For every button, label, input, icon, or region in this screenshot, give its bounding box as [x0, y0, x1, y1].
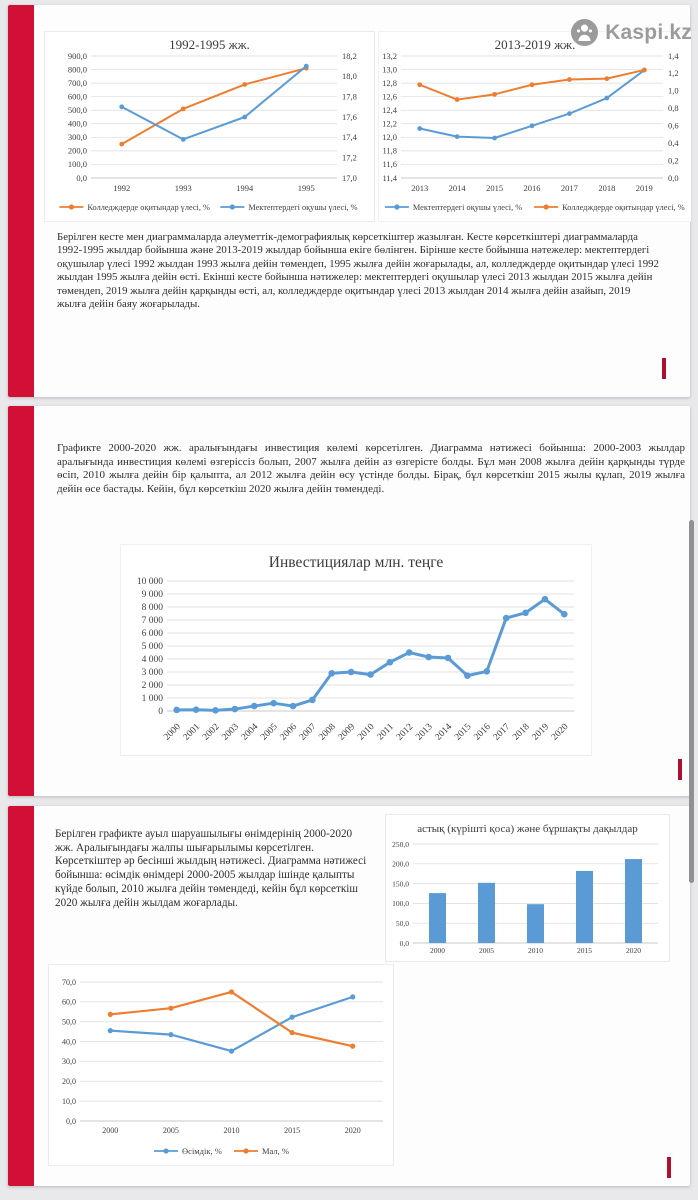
svg-text:2010: 2010: [528, 946, 543, 955]
svg-text:600,0: 600,0: [67, 91, 87, 102]
svg-text:9 000: 9 000: [141, 589, 163, 600]
svg-text:10 000: 10 000: [136, 576, 163, 587]
chart-2013-2019: [378, 31, 691, 222]
slide-red-marker: [667, 1157, 671, 1178]
svg-text:8 000: 8 000: [141, 602, 163, 613]
svg-text:Мектептердегі оқушы үлесі, %: Мектептердегі оқушы үлесі, %: [412, 203, 523, 212]
svg-text:2019: 2019: [635, 183, 653, 193]
svg-text:40,0: 40,0: [62, 1037, 76, 1047]
svg-text:0,8: 0,8: [668, 103, 679, 114]
svg-text:700,0: 700,0: [67, 77, 87, 88]
svg-text:2017: 2017: [560, 183, 578, 193]
slide-3: [8, 806, 690, 1186]
svg-text:2015: 2015: [486, 183, 504, 193]
svg-text:Колледждерде оқитындар үлесі,: Колледждерде оқитындар үлесі, %: [562, 203, 685, 212]
svg-text:1992-1995 жж.: 1992-1995 жж.: [169, 37, 250, 52]
chart-investments: [120, 544, 592, 756]
kaspi-logo-icon: [571, 19, 598, 46]
svg-text:2005: 2005: [259, 722, 280, 743]
svg-text:2018: 2018: [598, 183, 616, 193]
svg-text:2017: 2017: [491, 722, 513, 743]
svg-text:12,2: 12,2: [382, 118, 397, 129]
svg-text:7 000: 7 000: [141, 615, 163, 626]
svg-text:2013: 2013: [411, 183, 429, 193]
svg-text:400,0: 400,0: [67, 118, 87, 129]
svg-text:2020: 2020: [549, 722, 571, 743]
svg-text:2006: 2006: [278, 722, 300, 743]
svg-text:2020: 2020: [344, 1126, 361, 1135]
svg-text:2018: 2018: [511, 722, 532, 743]
chart-investments-svg: [121, 545, 591, 755]
chart-1992-1995-svg: [45, 32, 374, 221]
svg-text:0,2: 0,2: [668, 155, 679, 166]
svg-text:2012: 2012: [394, 722, 416, 743]
svg-text:3 000: 3 000: [141, 667, 163, 678]
svg-text:2010: 2010: [223, 1126, 240, 1135]
chart-grain-bar-svg: [386, 815, 669, 961]
svg-text:50,0: 50,0: [395, 919, 409, 928]
svg-text:4 000: 4 000: [141, 654, 163, 665]
chart-agriculture-lines: [48, 964, 394, 1166]
svg-text:17,6: 17,6: [342, 111, 357, 122]
kaspi-watermark: [571, 19, 692, 46]
scrollbar-thumb[interactable]: [689, 520, 694, 883]
svg-text:13,0: 13,0: [382, 64, 397, 75]
svg-text:2015: 2015: [577, 946, 592, 955]
chart-2013-2019-svg: [379, 32, 691, 221]
svg-text:100,0: 100,0: [67, 159, 87, 170]
svg-text:2011: 2011: [375, 722, 397, 743]
svg-text:11,8: 11,8: [382, 145, 397, 156]
slide-2: [8, 406, 690, 796]
svg-text:Мал, %: Мал, %: [261, 1146, 289, 1156]
svg-text:2014: 2014: [433, 722, 455, 743]
svg-text:1 000: 1 000: [141, 693, 163, 704]
svg-text:2015: 2015: [453, 722, 474, 743]
svg-text:13,2: 13,2: [382, 50, 397, 61]
svg-text:2016: 2016: [472, 722, 493, 743]
svg-text:Инвестициялар млн. теңге: Инвестициялар млн. теңге: [268, 554, 444, 571]
svg-text:2016: 2016: [523, 183, 541, 193]
svg-text:100,0: 100,0: [392, 899, 409, 909]
svg-text:2004: 2004: [239, 722, 261, 743]
svg-text:Колледждерде оқитындар үлесі,: Колледждерде оқитындар үлесі, %: [87, 203, 210, 212]
svg-text:0,0: 0,0: [76, 172, 87, 183]
svg-text:0,0: 0,0: [66, 1116, 76, 1126]
svg-text:17,2: 17,2: [342, 152, 357, 163]
svg-text:1993: 1993: [174, 183, 192, 193]
svg-text:50,0: 50,0: [62, 1017, 76, 1027]
svg-text:0,6: 0,6: [668, 120, 679, 131]
svg-text:10,0: 10,0: [62, 1096, 76, 1106]
svg-text:800,0: 800,0: [67, 64, 87, 75]
svg-text:0: 0: [158, 706, 163, 717]
svg-text:2005: 2005: [162, 1126, 179, 1135]
analysis-paragraph-2: Графикте 2000-2020 жж. аралығындағы инвестиция көлемі көрсетілген. Диаграмма нәтижесі бойынша: 2000-2003 жылдар аралығында инвестиция көлемі өзгеріссіз болып, 2007 жылға дейін аз өзгерісте болды. Бұл мән 2008 жылға дейін қарқынды түрде өсіп, 2010 жылға дейін бір қалыпта, ал 2012 жылға дейін өсу үстінде болды. Бірақ, бұл көрсеткіш 2015 жылы құлап, 2019 жылға дейін өсе бастады. Кейін, бұл көрсеткіш 2020 жылға дейін төмендеді.: [57, 442, 685, 495]
chart-1992-1995: [44, 31, 375, 222]
svg-text:18,2: 18,2: [342, 50, 357, 61]
slide-accent-stripe: [8, 406, 34, 796]
svg-text:12,0: 12,0: [382, 132, 397, 143]
svg-text:900,0: 900,0: [67, 50, 87, 61]
svg-text:12,4: 12,4: [382, 105, 397, 116]
slide-red-marker: [678, 759, 682, 780]
svg-text:2014: 2014: [448, 183, 466, 193]
svg-text:60,0: 60,0: [62, 997, 76, 1007]
svg-text:500,0: 500,0: [67, 105, 87, 116]
svg-text:1,2: 1,2: [668, 68, 679, 79]
svg-text:2005: 2005: [479, 946, 494, 955]
slide-1: [8, 5, 690, 397]
svg-text:150,0: 150,0: [392, 879, 409, 889]
svg-text:Өсімдік, %: Өсімдік, %: [182, 1146, 222, 1156]
svg-text:0,0: 0,0: [668, 172, 679, 183]
svg-text:1,0: 1,0: [668, 85, 679, 96]
svg-text:200,0: 200,0: [392, 859, 409, 869]
svg-text:1995: 1995: [297, 183, 315, 193]
svg-text:300,0: 300,0: [67, 132, 87, 143]
svg-text:2001: 2001: [181, 722, 203, 743]
svg-text:0,0: 0,0: [399, 938, 409, 948]
slide-red-marker: [662, 358, 666, 379]
analysis-paragraph-1: Берілген кесте мен диаграммаларда әлеуметтік-демографиялық көрсеткіштер жазылған. Кесте көрсеткіштері диаграммаларда 1992-1995 жылдар бойынша және 2013-2019 жылдар бойынша екіге бөлінген. Бірінше кесте бойынша нәтежелер: мектептердегі оқушылар үлесі 1992 жылдан 1993 жылға дейін төмендеп, 1995 жылға дейін жоғарылады, ал, колледждерде оқитындар үлесі 1992 жылдан 1995 жылға дейін өсті. Екінші кесте бойынша нәтижелер: мектептердегі оқушылар үлесі 2013 жылдан 2015 жылға дейін төмендеп, 2019 жылға дейін қарқынды өсті, ал, колледждерде оқитындар үлесі 2013 жылдан 2014 жылға дейін азайып, 2019 жылға дейін баяу жоғарылады.: [57, 231, 659, 311]
svg-text:1992: 1992: [113, 183, 131, 193]
svg-text:11,4: 11,4: [382, 172, 397, 183]
svg-text:5 000: 5 000: [141, 641, 163, 652]
svg-text:6 000: 6 000: [141, 628, 163, 639]
svg-text:2013-2019 жж.: 2013-2019 жж.: [494, 37, 576, 52]
slide-accent-stripe: [8, 5, 34, 397]
svg-text:12,6: 12,6: [382, 91, 397, 102]
svg-text:2003: 2003: [220, 722, 241, 743]
svg-text:17,4: 17,4: [342, 132, 357, 143]
svg-text:2000: 2000: [102, 1126, 119, 1135]
svg-text:2010: 2010: [356, 722, 377, 743]
svg-text:2002: 2002: [201, 722, 222, 743]
svg-text:2000: 2000: [430, 946, 445, 955]
svg-text:2013: 2013: [414, 722, 435, 743]
svg-text:12,8: 12,8: [382, 77, 397, 88]
svg-text:70,0: 70,0: [62, 977, 76, 987]
svg-text:1994: 1994: [236, 183, 254, 193]
slide-accent-stripe: [8, 806, 34, 1186]
analysis-paragraph-3: Берілген графикте ауыл шаруашылығы өнімдерінің 2000-2020 жж. Аралығындағы жалпы шығарылымы көрсетілген. Көрсеткіштер әр бесінші жылдың нәтижесі. Диаграмма нәтижесі бойынша: өсімдік өнімдері 2000-2005 жылдар ішінде қалыпты күйде болып, 2010 жылға дейін төмендеді, кейін бұл көрсеткіш 2020 жылға дейін жылдам жоғарлады.: [55, 828, 367, 909]
svg-text:2007: 2007: [297, 722, 319, 743]
svg-text:200,0: 200,0: [67, 145, 87, 156]
svg-text:17,0: 17,0: [342, 172, 357, 183]
svg-text:2019: 2019: [530, 722, 552, 743]
svg-text:2000: 2000: [162, 722, 183, 743]
svg-text:Мектептердегі оқушы үлесі, %: Мектептердегі оқушы үлесі, %: [248, 203, 358, 212]
svg-text:0,4: 0,4: [668, 137, 679, 148]
svg-text:20,0: 20,0: [62, 1077, 76, 1087]
chart-grain-bar: [385, 814, 670, 962]
svg-text:2020: 2020: [626, 946, 641, 955]
svg-text:2015: 2015: [284, 1126, 301, 1135]
svg-text:2008: 2008: [317, 722, 338, 743]
svg-text:астық (күрішті қоса) және бұрш: астық (күрішті қоса) және бұршақты дақылдар: [417, 823, 638, 835]
svg-text:18,0: 18,0: [342, 71, 357, 82]
chart-agriculture-lines-svg: [49, 965, 393, 1165]
svg-text:2 000: 2 000: [141, 680, 163, 691]
svg-text:1,4: 1,4: [668, 50, 679, 61]
svg-text:30,0: 30,0: [62, 1057, 76, 1067]
svg-text:17,8: 17,8: [342, 91, 357, 102]
svg-text:250,0: 250,0: [392, 839, 409, 849]
svg-text:2009: 2009: [336, 722, 358, 743]
svg-text:11,6: 11,6: [382, 159, 397, 170]
kaspi-logo-text: Kaspi.kz: [605, 20, 692, 44]
